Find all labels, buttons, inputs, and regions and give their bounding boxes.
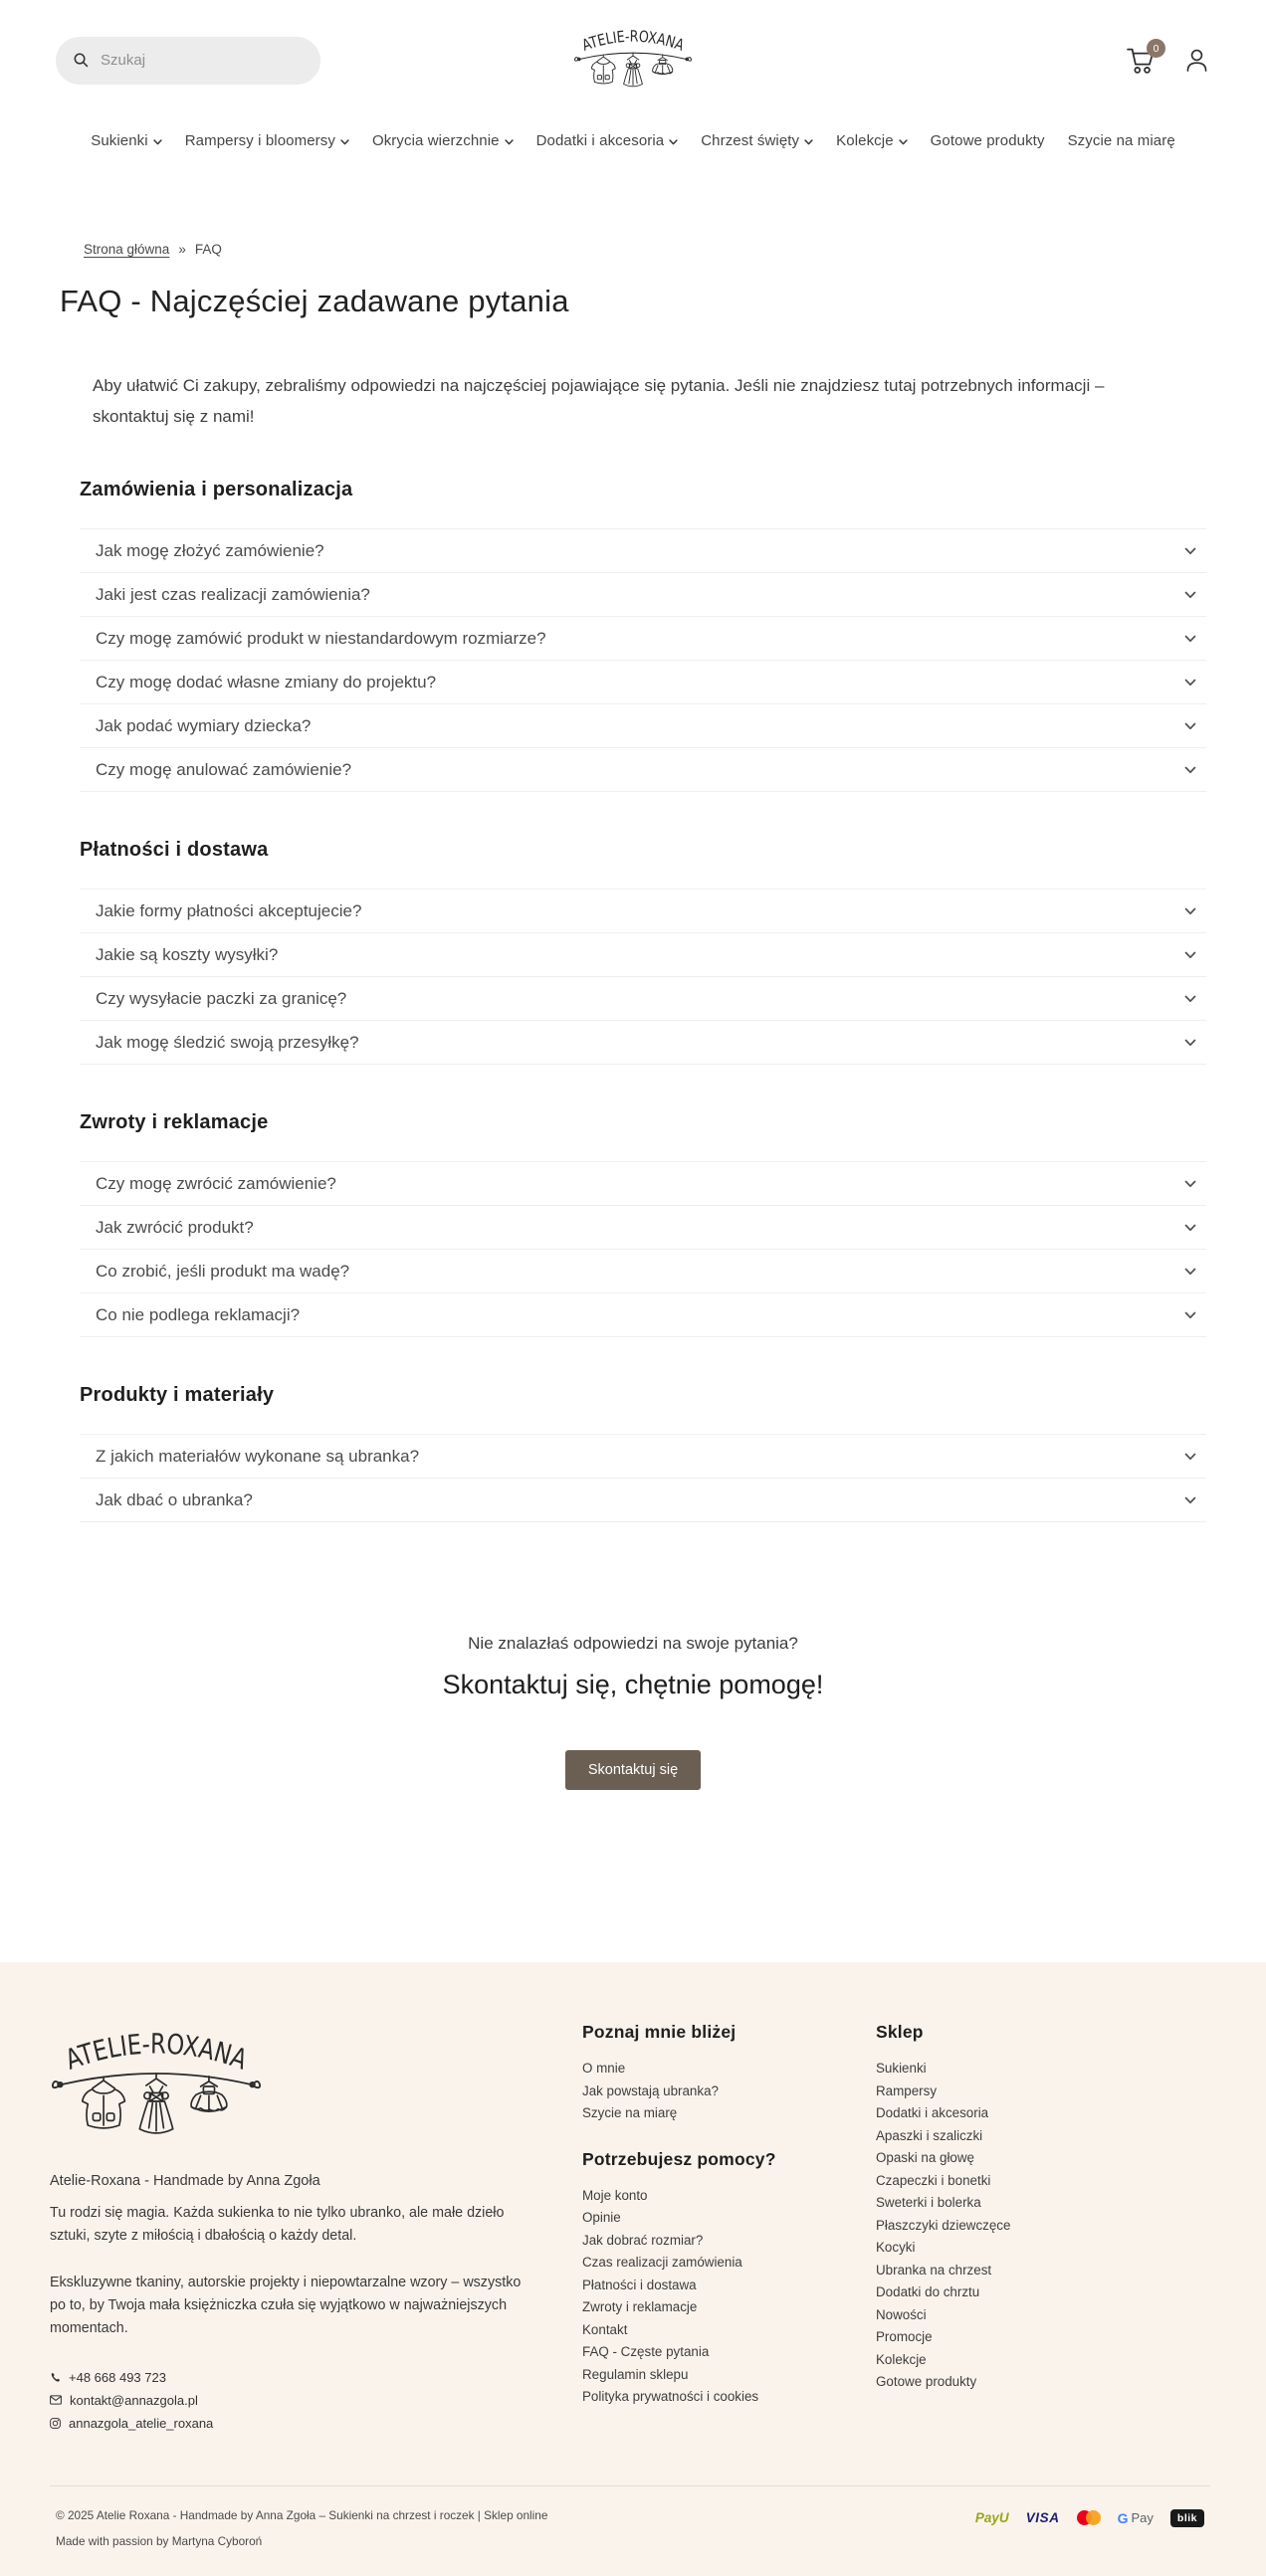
faq-question-label: Czy mogę zwrócić zamówienie? bbox=[96, 1173, 336, 1193]
chevron-down-icon bbox=[1184, 722, 1196, 730]
cta-title: Skontaktuj się, chętnie pomogę! bbox=[442, 1670, 824, 1700]
faq-question-label: Jakie są koszty wysyłki? bbox=[96, 944, 279, 964]
footer-link[interactable]: Polityka prywatności i cookies bbox=[582, 2389, 759, 2405]
chevron-down-icon bbox=[505, 139, 514, 145]
footer-group-heading: Sklep bbox=[876, 2022, 924, 2043]
chevron-down-icon bbox=[1184, 1496, 1196, 1504]
cart-button[interactable] bbox=[1126, 42, 1160, 75]
envelope-icon bbox=[50, 2395, 62, 2405]
footer-link[interactable]: Płatności i dostawa bbox=[582, 2277, 697, 2292]
footer-group-heading: Potrzebujesz pomocy? bbox=[582, 2148, 776, 2169]
footer-link[interactable]: Kolekcje bbox=[876, 2351, 927, 2367]
footer-link[interactable]: Kontakt bbox=[582, 2321, 628, 2337]
chevron-down-icon bbox=[1184, 1453, 1196, 1461]
faq-question-row[interactable] bbox=[80, 660, 1206, 703]
footer-link[interactable]: Regulamin sklepu bbox=[582, 2366, 689, 2382]
footer-shop-column bbox=[876, 2022, 1125, 2394]
nav-item-label: Gotowe produkty bbox=[930, 132, 1045, 149]
faq-accordion bbox=[80, 528, 1206, 792]
nav-item[interactable] bbox=[536, 132, 679, 149]
footer-link[interactable]: Kocyki bbox=[876, 2240, 916, 2256]
faq-question-label: Jaki jest czas realizacji zamówienia? bbox=[96, 584, 370, 604]
faq-section bbox=[80, 479, 1206, 792]
footer-link[interactable]: Ubranka na chrzest bbox=[876, 2262, 992, 2278]
footer-link[interactable]: O mnie bbox=[582, 2061, 626, 2077]
chevron-down-icon bbox=[153, 139, 162, 145]
chevron-down-icon bbox=[340, 139, 349, 145]
faq-section bbox=[80, 839, 1206, 1065]
footer-link[interactable]: Opaski na głowę bbox=[876, 2150, 974, 2166]
footer-about-1: Tu rodzi się magia. Każda sukienka to nie tylko ubranko, ale małe dzieło sztuki, szyte z miłością i dbałością o każdy detal. bbox=[50, 2205, 505, 2245]
faq-section-heading: Płatności i dostawa bbox=[80, 839, 269, 862]
chevron-down-icon bbox=[1184, 635, 1196, 643]
chevron-down-icon bbox=[1184, 1311, 1196, 1319]
chevron-down-icon bbox=[1184, 1039, 1196, 1047]
faq-question-label: Jak podać wymiary dziecka? bbox=[96, 715, 312, 735]
footer-phone[interactable] bbox=[50, 2370, 582, 2385]
footer-link[interactable]: Płaszczyki dziewczęce bbox=[876, 2217, 1011, 2233]
faq-question-row[interactable] bbox=[80, 1161, 1206, 1205]
nav-item[interactable] bbox=[91, 132, 162, 149]
nav-item[interactable] bbox=[185, 132, 349, 149]
faq-question-label: Jak mogę śledzić swoją przesyłkę? bbox=[96, 1032, 359, 1052]
cart-count-badge: 0 bbox=[1147, 39, 1165, 58]
footer-logo bbox=[50, 2022, 582, 2151]
nav-item-label: Szycie na miarę bbox=[1067, 132, 1175, 149]
footer-link[interactable]: Promocje bbox=[876, 2329, 933, 2345]
footer-link-group bbox=[582, 2022, 876, 2125]
chevron-down-icon bbox=[804, 139, 813, 145]
faq-question-row[interactable] bbox=[80, 1292, 1206, 1336]
faq-section-heading: Zamówienia i personalizacja bbox=[80, 479, 353, 501]
chevron-down-icon bbox=[1184, 766, 1196, 774]
chevron-down-icon bbox=[1184, 995, 1196, 1003]
nav-item[interactable] bbox=[701, 132, 813, 149]
footer-brand-column bbox=[50, 2022, 582, 2430]
faq-accordion bbox=[80, 889, 1206, 1065]
chevron-down-icon bbox=[1184, 679, 1196, 687]
faq-question-label: Czy mogę zamówić produkt w niestandardowym rozmiarze? bbox=[96, 628, 546, 648]
chevron-down-icon bbox=[1184, 907, 1196, 915]
user-icon bbox=[1183, 47, 1210, 74]
faq-question-label: Jak zwrócić produkt? bbox=[96, 1217, 254, 1237]
faq-question-label: Czy wysyłacie paczki za granicę? bbox=[96, 988, 347, 1008]
footer-email-address: kontakt@annazgola.pl bbox=[70, 2392, 198, 2408]
footer-link-group bbox=[582, 2149, 876, 2409]
faq-accordion bbox=[80, 1434, 1206, 1522]
visa-logo: VISA bbox=[1025, 2510, 1060, 2526]
nav-item[interactable] bbox=[836, 132, 908, 149]
account-button[interactable] bbox=[1183, 47, 1210, 74]
footer-link[interactable]: Sukienki bbox=[876, 2061, 927, 2077]
footer-link[interactable]: Apaszki i szaliczki bbox=[876, 2127, 983, 2143]
copyright-text: © 2025 Atelie Roxana - Handmade by Anna Zgoła – Sukienki na chrzest i roczek | Sklep online bbox=[56, 2507, 548, 2522]
bottom-bar bbox=[50, 2485, 1210, 2576]
blik-logo: blik bbox=[1170, 2509, 1204, 2527]
main-nav bbox=[0, 132, 1266, 149]
chevron-down-icon bbox=[899, 139, 908, 145]
footer-link[interactable]: Opinie bbox=[582, 2210, 621, 2226]
faq-section bbox=[80, 1384, 1206, 1522]
page-title: FAQ - Najczęściej zadawane pytania bbox=[60, 284, 569, 318]
footer-email[interactable] bbox=[50, 2393, 582, 2408]
footer-group-heading: Poznaj mnie bliżej bbox=[582, 2022, 737, 2043]
nav-item-label: Okrycia wierzchnie bbox=[371, 132, 500, 149]
footer-link[interactable]: Moje konto bbox=[582, 2187, 648, 2203]
footer-contact-list bbox=[50, 2370, 582, 2431]
nav-item-label: Sukienki bbox=[91, 132, 148, 149]
faq-section-heading: Produkty i materiały bbox=[80, 1384, 275, 1407]
faq-question-row[interactable] bbox=[80, 747, 1206, 791]
footer-link[interactable]: Jak dobrać rozmiar? bbox=[582, 2232, 704, 2248]
faq-question-row[interactable] bbox=[80, 528, 1206, 572]
footer-link[interactable]: Gotowe produkty bbox=[876, 2374, 977, 2390]
faq-question-row[interactable] bbox=[80, 976, 1206, 1020]
footer-links-column bbox=[582, 2022, 876, 2409]
faq-question-row[interactable] bbox=[80, 703, 1206, 747]
footer-link[interactable]: Dodatki do chrztu bbox=[876, 2284, 980, 2300]
nav-item-label: Rampersy i bloomersy bbox=[184, 132, 335, 149]
search-icon bbox=[73, 52, 90, 69]
cta-subtitle: Nie znalazłaś odpowiedzi na swoje pytania? bbox=[468, 1634, 798, 1654]
faq-accordion bbox=[80, 1161, 1206, 1337]
footer-link[interactable]: Dodatki i akcesoria bbox=[876, 2105, 989, 2121]
page-intro: Aby ułatwić Ci zakupy, zebraliśmy odpowiedzi na najczęściej pojawiające się pytania. Jeśli nie znajdziesz tutaj potrzebnych informacji – skontaktuj się z nami! bbox=[93, 376, 1105, 426]
mastercard-icon bbox=[1077, 2510, 1101, 2525]
faq-question-row[interactable] bbox=[80, 1434, 1206, 1478]
faq-question-label: Czy mogę anulować zamówienie? bbox=[96, 759, 352, 779]
faq-question-label: Jak mogę złożyć zamówienie? bbox=[96, 540, 324, 560]
google-pay-logo: G Pay bbox=[1117, 2509, 1154, 2526]
footer-about-2: Ekskluzywne tkaniny, autorskie projekty i niepowtarzalne wzory – wszystko po to, by Twoja mała księżniczka czuła się wyjątkowo w najważniejszych momentach. bbox=[50, 2274, 522, 2336]
nav-item-label: Dodatki i akcesoria bbox=[535, 132, 665, 149]
footer-link[interactable]: Jak powstają ubranka? bbox=[582, 2082, 719, 2098]
search-box[interactable] bbox=[56, 37, 320, 85]
faq-sections bbox=[60, 479, 1206, 1522]
search-input[interactable] bbox=[101, 52, 304, 69]
instagram-icon bbox=[50, 2418, 61, 2429]
faq-question-row[interactable] bbox=[80, 1020, 1206, 1064]
faq-question-label: Czy mogę dodać własne zmiany do projektu? bbox=[96, 672, 437, 692]
footer-link[interactable]: Nowości bbox=[876, 2306, 927, 2322]
chevron-down-icon bbox=[1184, 547, 1196, 555]
chevron-down-icon bbox=[669, 139, 678, 145]
footer-link[interactable]: Szycie na miarę bbox=[582, 2105, 678, 2121]
footer-instagram[interactable] bbox=[50, 2416, 582, 2431]
nav-item-label: Kolekcje bbox=[836, 132, 894, 149]
faq-question-row[interactable] bbox=[80, 1205, 1206, 1249]
chevron-down-icon bbox=[1184, 951, 1196, 959]
footer-brand-line: Atelie-Roxana - Handmade by Anna Zgoła bbox=[50, 2173, 320, 2190]
footer-link[interactable]: Czas realizacji zamówienia bbox=[582, 2255, 742, 2271]
footer-link[interactable]: FAQ - Częste pytania bbox=[582, 2344, 710, 2360]
site-logo[interactable] bbox=[573, 24, 693, 97]
main-content bbox=[60, 242, 1206, 1790]
faq-question-label: Co nie podlega reklamacji? bbox=[96, 1304, 301, 1324]
footer-phone-number: +48 668 493 723 bbox=[69, 2369, 166, 2385]
footer-link[interactable]: Zwroty i reklamacje bbox=[582, 2299, 698, 2315]
footer-link[interactable]: Czapeczki i bonetki bbox=[876, 2172, 991, 2188]
chevron-down-icon bbox=[1184, 591, 1196, 599]
site-header bbox=[0, 0, 1266, 97]
payu-logo: PayU bbox=[974, 2510, 1009, 2526]
breadcrumb-separator: » bbox=[178, 242, 186, 257]
faq-question-label: Jakie formy płatności akceptujecie? bbox=[96, 900, 362, 920]
faq-question-label: Z jakich materiałów wykonane są ubranka? bbox=[96, 1446, 420, 1466]
breadcrumb-current: FAQ bbox=[194, 242, 222, 257]
faq-question-row[interactable] bbox=[80, 1478, 1206, 1521]
breadcrumb-home-link[interactable]: Strona główna bbox=[84, 242, 170, 257]
faq-section bbox=[80, 1111, 1206, 1337]
footer-link-group bbox=[876, 2022, 1125, 2394]
credit-text: Made with passion by Martyna Cyboroń bbox=[56, 2533, 263, 2548]
nav-item[interactable] bbox=[372, 132, 514, 149]
payment-methods bbox=[975, 2509, 1204, 2527]
footer-link[interactable]: Sweterki i bolerka bbox=[876, 2195, 981, 2211]
contact-cta bbox=[60, 1634, 1206, 1790]
footer-link[interactable]: Rampersy bbox=[876, 2082, 938, 2098]
faq-section-heading: Zwroty i reklamacje bbox=[80, 1111, 269, 1134]
faq-question-label: Co zrobić, jeśli produkt ma wadę? bbox=[96, 1261, 350, 1281]
chevron-down-icon bbox=[1184, 1180, 1196, 1188]
faq-question-row[interactable] bbox=[80, 616, 1206, 660]
faq-question-row[interactable] bbox=[80, 932, 1206, 976]
nav-item[interactable] bbox=[931, 132, 1045, 149]
faq-question-row[interactable] bbox=[80, 572, 1206, 616]
footer-instagram-handle: annazgola_atelie_roxana bbox=[69, 2415, 214, 2431]
site-footer bbox=[0, 1962, 1266, 2575]
faq-question-row[interactable] bbox=[80, 889, 1206, 932]
phone-icon bbox=[50, 2372, 61, 2383]
faq-question-row[interactable] bbox=[80, 1249, 1206, 1292]
contact-button[interactable]: Skontaktuj się bbox=[565, 1750, 701, 1790]
faq-question-label: Jak dbać o ubranka? bbox=[96, 1489, 253, 1509]
nav-item[interactable] bbox=[1068, 132, 1175, 149]
chevron-down-icon bbox=[1184, 1224, 1196, 1232]
breadcrumb bbox=[84, 242, 1206, 257]
chevron-down-icon bbox=[1184, 1268, 1196, 1276]
nav-item-label: Chrzest święty bbox=[701, 132, 800, 149]
